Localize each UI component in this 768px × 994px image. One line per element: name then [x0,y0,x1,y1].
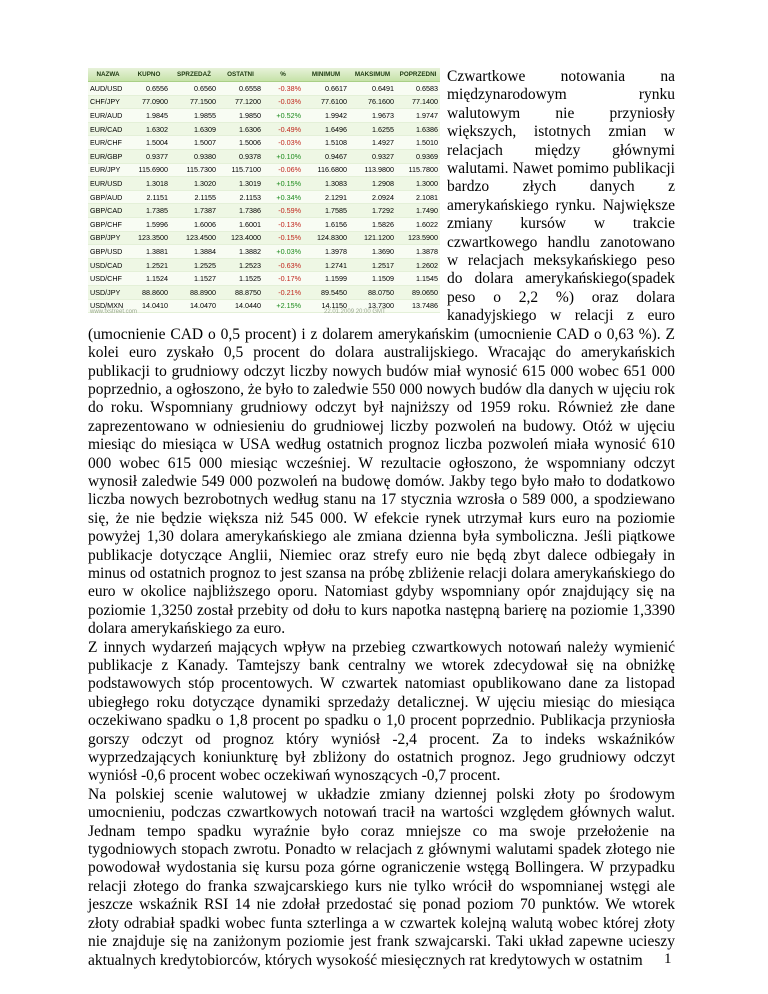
table-cell: 1.1524 [128,272,170,286]
table-cell: 1.1599 [303,272,349,286]
change-percent-cell: -0.03% [263,95,303,109]
table-cell: 2.1151 [128,190,170,204]
table-cell: 0.9327 [349,149,396,163]
change-percent-cell: -0.17% [263,272,303,286]
currency-pair-cell: EUR/CAD [88,122,128,136]
table-cell: 89.0650 [396,285,440,299]
table-cell: 1.6306 [218,122,263,136]
currency-pair-cell: USD/CHF [88,272,128,286]
column-header: NAZWA [88,68,128,82]
table-cell: 1.9673 [349,109,396,123]
change-percent-cell: +0.52% [263,109,303,123]
table-row [88,272,440,286]
table-cell: 1.7585 [303,204,349,218]
table-cell: 123.3500 [128,231,170,245]
table-cell: 77.1500 [170,95,218,109]
table-cell: 14.0440 [218,299,263,313]
table-row [88,82,440,96]
table-row [88,190,440,204]
table-source: www.fxstreet.com [90,309,138,315]
table-footer [88,308,440,320]
currency-pair-cell: USD/CAD [88,258,128,272]
table-cell: 1.1527 [170,272,218,286]
table-row [88,109,440,123]
table-row [88,204,440,218]
change-percent-cell: +0.15% [263,177,303,191]
article-paragraph: Czwartkowe notowania na międzynarodowym rynku walutowym nie przyniosły większych, istotnych zmian w relacjach między głównymi walutami. Nawet pomimo publikacji bardzo złych danych z amerykańskiego rynku. Największe zmiany kursów w trakcie czwartkowego handlu zanotowano w relacjach meksykańskiego peso do dolara amerykańskiego(spadek peso o 2,2 %) oraz dolara kanadyjskiego w relacji z euro (umocnienie CAD o 0,5 procent) i z dolarem amerykańskim (umocnienie CAD o 0,63 %). Z kolei euro zyskało 0,5 procent do dolara australijskiego. Wracając do amerykańskich publikacji to grudniowy odczyt liczby nowych budów miał wynosić 615 000 wobec 651 000 poprzednio, a ogłoszono, że było to zaledwie 550 000 nowych budów dla danych w ujęciu rok do roku. Wspomniany grudniowy odczyt był najniższy od 1959 roku. Również złe dane zaprezentowano w odniesieniu do grudniowej liczby pozwoleń na budowy. Otóż w ujęciu miesiąc do miesiąca w USA według ostatnich prognoz liczba pozwoleń miała wynosić 610 000 wobec 615 000 miesiąc wcześniej. W rezultacie ogłoszono, że wspomniany odczyt wynosił zaledwie 549 000 pozwoleń na budowę domów. Jakby tego było mało to dodatkowo liczba nowych bezrobotnych według stanu na 17 stycznia wzrosła o 589 000, a spodziewano się, że nie będzie większa niż 545 000. W efekcie rynek utrzymał kurs euro na poziomie powyżej 1,30 dolara amerykańskiego ale zmiana dzienna była symboliczna. Jeśli piątkowe publikacje dotyczące Anglii, Niemiec oraz strefy euro nie będą zbyt dalece odbiegały in minus od ostatnich prognoz to jest szansa na próbę zbliżenie relacji dolara amerykańskiego do euro w okolice najbliższego oporu. Natomiast gdyby wspomniany opór znajdujący się na poziomie 1,3250 został przebity od dołu to kurs napotka następną barierę na poziomie 1,3390 dolara amerykańskiego za euro. [88,68,675,638]
table-row [88,285,440,299]
table-cell: 2.0924 [349,190,396,204]
table-cell: 1.2525 [170,258,218,272]
table-cell: 1.6302 [128,122,170,136]
table-cell: 1.6255 [349,122,396,136]
table-cell: 88.8600 [128,285,170,299]
column-header: OSTATNI [218,68,263,82]
table-cell: 2.1155 [170,190,218,204]
table-cell: 1.5006 [218,136,263,150]
table-cell: 1.2741 [303,258,349,272]
table-cell: 115.7800 [396,163,440,177]
table-cell: 1.7385 [128,204,170,218]
table-cell: 88.8900 [170,285,218,299]
table-cell: 1.1545 [396,272,440,286]
table-cell: 1.6022 [396,217,440,231]
table-row [88,149,440,163]
table-row [88,136,440,150]
currency-pair-cell: USD/MXN [88,299,128,313]
table-cell: 1.5108 [303,136,349,150]
table-cell: 124.8300 [303,231,349,245]
table-cell: 1.3020 [170,177,218,191]
currency-pair-cell: GBP/JPY [88,231,128,245]
table-cell: 1.4927 [349,136,396,150]
article-paragraph: Z innych wydarzeń mających wpływ na przebieg czwartkowych notowań należy wymienić publikacje z Kanady. Tamtejszy bank centralny we wtorek zdecydował się na obniżkę podstawowych stóp procentowych. W czwartek natomiast opublikowano dane za listopad ubiegłego roku dotyczące dynamiki sprzedaży detalicznej. W ujęciu miesiąc do miesiąca oczekiwano spadku o 1,8 procent po spadku o 1,0 procent poprzednio. Publikacja przyniosła gorszy odczyt od prognoz który wyniósł -2,4 procent. Za to indeks wskaźników wyprzedzających koniunkturę był zbliżony do ostatnich prognoz. Jego grudniowy odczyt wyniósł -0,6 procent wobec oczekiwań wynoszących -0,7 procent. [88,638,675,785]
table-cell: 77.1400 [396,95,440,109]
table-row [88,122,440,136]
table-cell: 113.9800 [349,163,396,177]
currency-pair-cell: EUR/USD [88,177,128,191]
table-cell: 1.7490 [396,204,440,218]
table-cell: 1.5010 [396,136,440,150]
table-cell: 13.7300 [349,299,396,313]
document-page [88,68,675,970]
change-percent-cell: -0.13% [263,217,303,231]
table-cell: 1.3083 [303,177,349,191]
table-cell: 88.0750 [349,285,396,299]
table-cell: 1.2521 [128,258,170,272]
change-percent-cell: +2.15% [263,299,303,313]
table-cell: 0.6556 [128,82,170,96]
page-number: 1 [664,951,672,967]
column-header: POPRZEDNI [396,68,440,82]
change-percent-cell: +0.10% [263,149,303,163]
table-cell: 0.6491 [349,82,396,96]
currency-pair-cell: CHF/JPY [88,95,128,109]
table-cell: 14.0410 [128,299,170,313]
table-cell: 76.1600 [349,95,396,109]
column-header: MAKSIMUM [349,68,396,82]
table-cell: 1.5826 [349,217,396,231]
table-cell: 1.7387 [170,204,218,218]
table-cell: 1.5007 [170,136,218,150]
table-cell: 1.3978 [303,245,349,259]
table-cell: 1.2517 [349,258,396,272]
table-cell: 1.6156 [303,217,349,231]
currency-pair-cell: GBP/CAD [88,204,128,218]
change-percent-cell: -0.06% [263,163,303,177]
table-cell: 1.3019 [218,177,263,191]
table-row [88,95,440,109]
table-cell: 77.1200 [218,95,263,109]
column-header: % [263,68,303,82]
table-cell: 115.7300 [170,163,218,177]
table-cell: 1.3881 [128,245,170,259]
table-cell: 89.5450 [303,285,349,299]
table-cell: 0.9467 [303,149,349,163]
change-percent-cell: -0.49% [263,122,303,136]
table-cell: 0.6617 [303,82,349,96]
table-cell: 0.9377 [128,149,170,163]
table-cell: 1.9855 [170,109,218,123]
change-percent-cell: +0.34% [263,190,303,204]
table-cell: 14.0470 [170,299,218,313]
table-body [88,82,440,313]
table-cell: 0.6558 [218,82,263,96]
table-cell: 1.6386 [396,122,440,136]
table-cell: 123.4500 [170,231,218,245]
table-cell: 1.9747 [396,109,440,123]
column-header: KUPNO [128,68,170,82]
table-cell: 1.7292 [349,204,396,218]
table-cell: 123.4000 [218,231,263,245]
table-cell: 1.3878 [396,245,440,259]
table-row [88,177,440,191]
table-cell: 1.7386 [218,204,263,218]
change-percent-cell: -0.63% [263,258,303,272]
currency-pair-cell: EUR/JPY [88,163,128,177]
column-header: MINIMUM [303,68,349,82]
table-cell: 1.3884 [170,245,218,259]
currency-pair-cell: AUD/USD [88,82,128,96]
table-cell: 1.3690 [349,245,396,259]
change-percent-cell: +0.03% [263,245,303,259]
table-cell: 1.2908 [349,177,396,191]
table-cell: 14.1150 [303,299,349,313]
table-cell: 1.6496 [303,122,349,136]
currency-pair-cell: EUR/AUD [88,109,128,123]
table-cell: 1.3882 [218,245,263,259]
table-cell: 2.1153 [218,190,263,204]
table-cell: 1.5004 [128,136,170,150]
table-row [88,163,440,177]
table-cell: 88.8750 [218,285,263,299]
table-cell: 0.6583 [396,82,440,96]
currency-table-figure [88,68,440,323]
table-cell: 77.6100 [303,95,349,109]
currency-pair-cell: GBP/AUD [88,190,128,204]
table-cell: 1.1525 [218,272,263,286]
change-percent-cell: -0.21% [263,285,303,299]
table-cell: 115.7100 [218,163,263,177]
table-cell: 2.1291 [303,190,349,204]
table-cell: 1.9845 [128,109,170,123]
table-row [88,217,440,231]
table-cell: 0.9380 [170,149,218,163]
change-percent-cell: -0.03% [263,136,303,150]
column-header: SPRZEDAŻ [170,68,218,82]
table-cell: 1.3000 [396,177,440,191]
table-row [88,245,440,259]
table-cell: 116.6800 [303,163,349,177]
table-cell: 115.6900 [128,163,170,177]
table-row [88,231,440,245]
change-percent-cell: -0.38% [263,82,303,96]
table-cell: 0.9378 [218,149,263,163]
table-cell: 0.9369 [396,149,440,163]
table-cell: 1.6309 [170,122,218,136]
table-row [88,258,440,272]
article-paragraph: Na polskiej scenie walutowej w układzie zmiany dziennej polski złoty po środowym umocnieniu, podczas czwartkowych notowań tracił na wartości względem głównych walut. Jednam tempo spadku wyraźnie było coraz mniejsze co ma swoje przełożenie na tygodniowych stopach zwrotu. Ponadto w relacjach z głównymi walutami spadek złotego nie powodował wydostania się kursu poza górne ograniczenie wstęgą Bollingera. W przypadku relacji złotego do franka szwajcarskiego kurs nie tylko wrócił do wspomnianej wstęgi ale jeszcze wskaźnik RSI 14 nie zdołał przedostać się ponad poziom 70 punktów. We wtorek złoty odrabiał spadki wobec funta szterlinga a w czwartek kolejną walutą wobec której złoty nie znajduje się na zaniżonym poziomie jest frank szwajcarski. Taki układ zapewne ucieszy aktualnych kredytobiorców, których wysokość miesięcznych rat kredytowych w ostatnim [88,785,675,969]
table-cell: 1.2602 [396,258,440,272]
table-cell: 1.5996 [128,217,170,231]
table-cell: 123.5900 [396,231,440,245]
table-cell: 13.7486 [396,299,440,313]
change-percent-cell: -0.15% [263,231,303,245]
table-cell: 1.2523 [218,258,263,272]
table-cell: 1.9942 [303,109,349,123]
currency-pair-cell: GBP/CHF [88,217,128,231]
table-cell: 1.9850 [218,109,263,123]
table-cell: 1.6006 [170,217,218,231]
table-cell: 77.0900 [128,95,170,109]
table-cell: 1.6001 [218,217,263,231]
table-cell: 1.1509 [349,272,396,286]
currency-pair-cell: EUR/CHF [88,136,128,150]
table-cell: 1.3018 [128,177,170,191]
currency-pair-cell: USD/JPY [88,285,128,299]
currency-pair-cell: GBP/USD [88,245,128,259]
currency-pair-cell: EUR/GBP [88,149,128,163]
table-date: 22.01.2009 20:00 GMT [324,309,386,315]
table-cell: 0.6560 [170,82,218,96]
table-header-row [88,68,440,82]
table-cell: 121.1200 [349,231,396,245]
change-percent-cell: -0.59% [263,204,303,218]
table-cell: 2.1081 [396,190,440,204]
currency-quotes-table [88,68,440,313]
